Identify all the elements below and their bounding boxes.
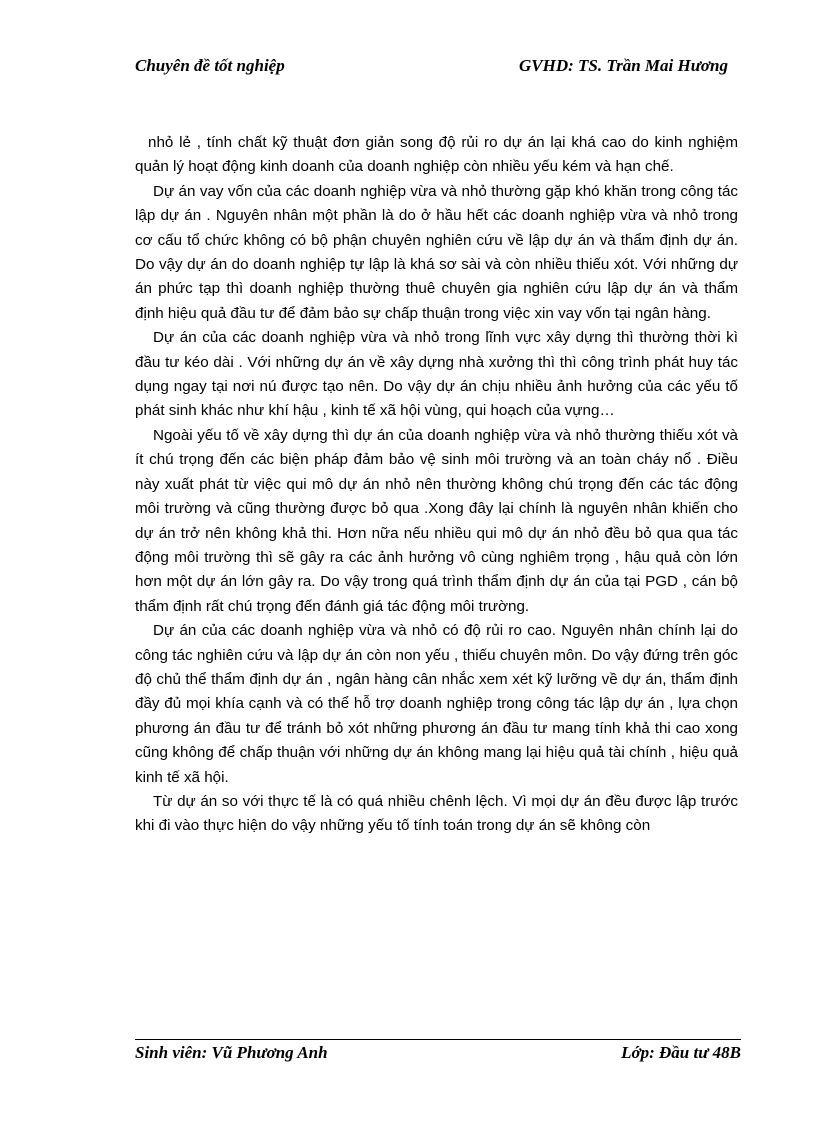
footer-divider: [135, 1039, 741, 1040]
paragraph: Từ dự án so với thực tế là có quá nhiều chênh lệch. Vì mọi dự án đều được lập trước khi đi vào thực hiện do vậy những yếu tố tính toán trong dự án sẽ không còn: [135, 792, 738, 835]
page-header: [135, 56, 728, 76]
header-advisor: GVHD: TS. Trần Mai Hương: [518, 56, 728, 75]
paragraph: Ngoài yếu tố về xây dựng thì dự án của doanh nghiệp vừa và nhỏ thường thiếu xót và ít chú trọng đến các biện pháp đảm bảo vệ sinh môi trường và an toàn cháy nổ . Điều này xuất phát từ việc qui mô dự án nhỏ nên thường không chú trọng đến các tác động môi trường và cũng thường được bỏ qua .Xong đây lại chính là nguyên nhân khiến cho dự án trở nên không khả thi. Hơn nữa nếu nhiều qui mô dự án nhỏ đều bỏ qua qua tác động môi trường thì sẽ gây ra các ảnh hưởng vô cùng nghiêm trọng , hậu quả còn lớn hơn một dự án lớn gây ra. Do vậy trong quá trình thẩm định dự án của tại PGD , cán bộ thẩm định rất chú trọng đến đánh giá tác động môi trường.: [135, 426, 738, 615]
footer-student: Sinh viên: Vũ Phương Anh: [135, 1043, 328, 1062]
paragraph: Dự án của các doanh nghiệp vừa và nhỏ trong lĩnh vực xây dựng thì thường thời kì đầu tư kéo dài . Với những dự án về xây dựng nhà xưởng thì thì công trình phát huy tác dụng ngay tại nơi nú được tạo nên. Do vậy dự án chịu nhiều ảnh hưởng của các yếu tố phát sinh khác như khí hậu , kinh tế xã hội vùng, qui hoạch của vựng…: [135, 329, 738, 420]
page-footer: [135, 1043, 741, 1063]
paragraph: nhỏ lẻ , tính chất kỹ thuật đơn giản song độ rủi ro dự án lại khá cao do kinh nghiệm quản lý hoạt động kinh doanh của doanh nghiệp còn nhiều yếu kém và hạn chế.: [135, 134, 738, 176]
header-title: Chuyên đề tốt nghiệp: [135, 56, 285, 75]
paragraph: Dự án vay vốn của các doanh nghiệp vừa và nhỏ thường gặp khó khăn trong công tác lập dự án . Nguyên nhân một phần là do ở hầu hết các doanh nghiệp vừa và nhỏ trong cơ cấu tổ chức không có bộ phận chuyên nghiên cứu về lập dự án và thẩm định dự án. Do vậy dự án do doanh nghiệp tự lập là khá sơ sài và còn nhiều thiếu xót. Với những dự án phức tạp thì doanh nghiệp thường thuê chuyên gia nghiên cứu lập dự án và thẩm định hiệu quả đầu tư để đảm bảo sự chấp thuận trong việc xin vay vốn tại ngân hàng.: [135, 182, 738, 322]
document-body: [135, 131, 738, 839]
footer-class: Lớp: Đầu tư 48B: [621, 1043, 741, 1062]
paragraph: Dự án của các doanh nghiệp vừa và nhỏ có độ rủi ro cao. Nguyên nhân chính lại do công tác nghiên cứu và lập dự án còn non yếu , thiếu chuyên môn. Do vậy đứng trên góc độ chủ thể thẩm định dự án , ngân hàng cân nhắc xem xét kỹ lưỡng về dự án, thẩm định đầy đủ mọi khía cạnh và có thể hỗ trợ doanh nghiệp trong công tác lập dự án , lựa chọn phương án đầu tư để tránh bỏ xót những phương án đầu tư mang tính khả thi cao xong cũng không để chấp thuận với những dự án không mang lại hiệu quả tài chính , hiệu quả kinh tế xã hội.: [135, 622, 738, 786]
